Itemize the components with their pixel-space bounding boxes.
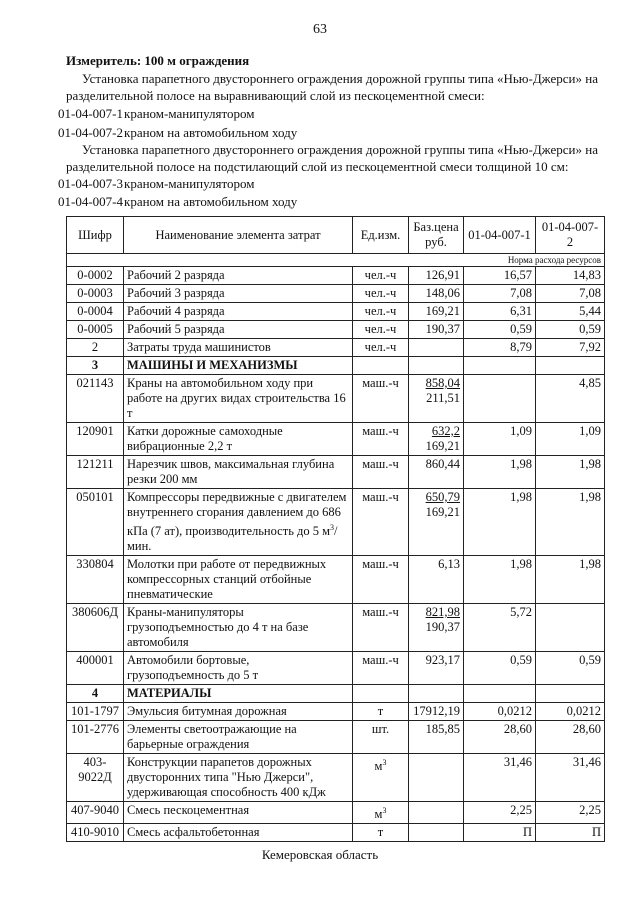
cell-code: 121211 xyxy=(67,456,124,489)
item-text: краном на автомобильном ходу xyxy=(124,194,298,209)
price-value: 148,06 xyxy=(425,286,460,300)
cell-unit xyxy=(353,303,409,321)
cell-norm-col1: 31,46 xyxy=(464,754,536,802)
cell-unit xyxy=(353,339,409,357)
price-value-secondary: 169,21 xyxy=(425,439,460,453)
table-row xyxy=(67,321,605,339)
group-2-item-2 xyxy=(58,194,297,210)
header-unit: Ед.изм. xyxy=(353,217,409,254)
table-header-row xyxy=(67,217,605,254)
table-row xyxy=(67,303,605,321)
cell-norm-col1: 8,79 xyxy=(464,339,536,357)
cell-name xyxy=(124,721,353,754)
table-row xyxy=(67,339,605,357)
item-code: 01-04-007-3 xyxy=(58,176,123,191)
cell-price xyxy=(409,267,464,285)
cell-price xyxy=(409,357,464,375)
unit-text: шт. xyxy=(371,722,390,737)
item-text: краном-манипулятором xyxy=(124,176,255,191)
cell-code: 3 xyxy=(67,357,124,375)
table-row xyxy=(67,423,605,456)
cell-code: 410-9010 xyxy=(67,824,124,842)
cell-name xyxy=(124,754,353,802)
unit-text: чел.-ч xyxy=(364,286,397,300)
unit-text: чел.-ч xyxy=(364,304,397,318)
cell-code: 0-0002 xyxy=(67,267,124,285)
cell-price xyxy=(409,824,464,842)
cell-unit xyxy=(353,703,409,721)
name-superscript: 3 xyxy=(330,523,335,532)
name-text: Конструкции парапетов дорожных двусторонних типа "Нью Джерси", удерживающая способность 400 кДж xyxy=(127,755,326,800)
cell-unit xyxy=(353,321,409,339)
name-text: Катки дорожные самоходные вибрационные 2,2 т xyxy=(127,424,283,453)
cell-name xyxy=(124,357,353,375)
name-text: Компрессоры передвижные с двигателем внутреннего сгорания давлением до 686 кПа (7 ат), производительность до 5 м xyxy=(127,490,347,539)
cell-price xyxy=(409,556,464,604)
measure-title: Измеритель: 100 м ограждения xyxy=(66,53,250,68)
table-row xyxy=(67,357,605,375)
unit-text: м xyxy=(374,759,383,774)
cell-unit xyxy=(353,357,409,375)
price-value: 650,79 xyxy=(425,490,460,504)
cell-code: 050101 xyxy=(67,489,124,556)
name-text: МАШИНЫ И МЕХАНИЗМЫ xyxy=(127,358,298,372)
cell-norm-col1: 0,0212 xyxy=(464,703,536,721)
cell-name xyxy=(124,685,353,703)
price-value: 632,2 xyxy=(431,424,460,438)
table-row xyxy=(67,754,605,802)
cell-norm-col1: 1,98 xyxy=(464,456,536,489)
cell-unit xyxy=(353,604,409,652)
header-col2: 01-04-007-2 xyxy=(536,217,605,254)
name-text: Автомобили бортовые, грузоподъемность до 5 т xyxy=(127,653,259,683)
cell-code: 400001 xyxy=(67,652,124,685)
item-code: 01-04-007-4 xyxy=(58,194,123,209)
name-text: Молотки при работе от передвижных компрессорных станций отбойные пневматические xyxy=(127,557,327,602)
cell-unit xyxy=(353,802,409,824)
name-text: Рабочий 5 разряда xyxy=(127,322,225,336)
price-value-secondary: 190,37 xyxy=(425,620,460,635)
cell-price xyxy=(409,423,464,456)
cell-norm-col2: 1,98 xyxy=(536,489,605,556)
cell-norm-col1: 7,08 xyxy=(464,285,536,303)
table-row xyxy=(67,652,605,685)
cell-price xyxy=(409,321,464,339)
price-value: 923,17 xyxy=(425,653,460,668)
cell-norm-col2 xyxy=(536,357,605,375)
cell-code: 101-1797 xyxy=(67,703,124,721)
name-tail: /мин. xyxy=(127,524,338,554)
unit-text: маш.-ч xyxy=(362,557,399,572)
cell-norm-col1 xyxy=(464,685,536,703)
cell-price xyxy=(409,604,464,652)
price-value: 169,21 xyxy=(425,304,460,318)
unit-superscript: 3 xyxy=(382,806,387,816)
unit-text: маш.-ч xyxy=(362,605,399,620)
table-row xyxy=(67,285,605,303)
table-row xyxy=(67,721,605,754)
cell-code: 4 xyxy=(67,685,124,703)
table-row xyxy=(67,703,605,721)
cell-name xyxy=(124,824,353,842)
cell-norm-col1: П xyxy=(464,824,536,842)
cell-unit xyxy=(353,685,409,703)
group-1-description-line1: Установка парапетного двустороннего ограждения дорожной группы типа «Нью-Джерси» на xyxy=(82,71,598,86)
item-code: 01-04-007-1 xyxy=(58,106,123,121)
unit-text: маш.-ч xyxy=(362,457,399,471)
cell-code: 380606Д xyxy=(67,604,124,652)
price-value: 185,85 xyxy=(425,722,460,737)
resource-table xyxy=(66,216,605,842)
cell-name xyxy=(124,375,353,423)
cell-norm-col2: 0,0212 xyxy=(536,703,605,721)
cell-code: 0-0003 xyxy=(67,285,124,303)
cell-code: 120901 xyxy=(67,423,124,456)
name-text: Смесь пескоцементная xyxy=(127,803,250,818)
cell-unit xyxy=(353,824,409,842)
cell-price xyxy=(409,652,464,685)
cell-name xyxy=(124,285,353,303)
cell-norm-col1: 1,98 xyxy=(464,489,536,556)
cell-unit xyxy=(353,375,409,423)
unit-text: маш.-ч xyxy=(362,653,399,668)
cell-unit xyxy=(353,652,409,685)
table-row xyxy=(67,685,605,703)
footer-region: Кемеровская область xyxy=(261,847,379,862)
cell-norm-col2: П xyxy=(536,824,605,842)
header-col1: 01-04-007-1 xyxy=(464,217,536,254)
header-price: Баз.цена руб. xyxy=(409,217,464,254)
cell-name xyxy=(124,456,353,489)
table-row xyxy=(67,489,605,556)
cell-norm-col2: 28,60 xyxy=(536,721,605,754)
cell-code: 403-9022Д xyxy=(67,754,124,802)
cell-norm-col1: 2,25 xyxy=(464,802,536,824)
name-text: Смесь асфальтобетонная xyxy=(127,825,260,840)
cell-price xyxy=(409,754,464,802)
cell-price xyxy=(409,339,464,357)
cell-norm-col1: 6,31 xyxy=(464,303,536,321)
table-row xyxy=(67,802,605,824)
item-text: краном-манипулятором xyxy=(124,106,255,121)
cell-norm-col2: 7,92 xyxy=(536,339,605,357)
group-2-description-line1: Установка парапетного двустороннего ограждения дорожной группы типа «Нью-Джерси» на xyxy=(82,142,598,157)
cell-norm-col2: 4,85 xyxy=(536,375,605,423)
cell-price xyxy=(409,685,464,703)
name-text: Рабочий 4 разряда xyxy=(127,304,225,318)
cell-unit xyxy=(353,267,409,285)
cell-price xyxy=(409,285,464,303)
cell-name xyxy=(124,339,353,357)
price-value: 821,98 xyxy=(425,605,460,620)
group-1-item-2 xyxy=(58,125,297,141)
cell-name xyxy=(124,604,353,652)
cell-unit xyxy=(353,721,409,754)
item-code: 01-04-007-2 xyxy=(58,125,123,140)
unit-text: т xyxy=(377,704,384,719)
cell-price xyxy=(409,489,464,556)
cell-norm-col1: 5,72 xyxy=(464,604,536,652)
price-value: 858,04 xyxy=(425,376,460,390)
cell-norm-col2 xyxy=(536,604,605,652)
unit-text: чел.-ч xyxy=(364,340,397,354)
name-text: Краны на автомобильном ходу при работе на других видах строительства 16 т xyxy=(127,376,346,420)
table-row xyxy=(67,267,605,285)
cell-norm-col2: 14,83 xyxy=(536,267,605,285)
group-1-item-1 xyxy=(58,106,255,122)
name-text: Краны-манипуляторы грузоподъемностью до 4 т на базе автомобиля xyxy=(127,605,309,650)
cell-norm-col1: 16,57 xyxy=(464,267,536,285)
header-name: Наименование элемента затрат xyxy=(124,217,353,254)
unit-text: м xyxy=(374,807,383,822)
cell-norm-col2: 5,44 xyxy=(536,303,605,321)
unit-text: маш.-ч xyxy=(362,490,399,504)
table-row xyxy=(67,556,605,604)
cell-name xyxy=(124,303,353,321)
cell-unit xyxy=(353,556,409,604)
name-text: Затраты труда машинистов xyxy=(127,340,271,354)
table-body xyxy=(67,267,605,842)
cell-name xyxy=(124,652,353,685)
unit-text: маш.-ч xyxy=(362,376,399,390)
cell-name xyxy=(124,556,353,604)
cell-norm-col2: 1,98 xyxy=(536,456,605,489)
cell-norm-col2: 0,59 xyxy=(536,321,605,339)
cell-price xyxy=(409,721,464,754)
name-text: Элементы светоотражающие на барьерные ограждения xyxy=(127,722,297,752)
cell-norm-col1 xyxy=(464,375,536,423)
header-code: Шифр xyxy=(67,217,124,254)
price-value: 190,37 xyxy=(425,322,460,336)
cell-price xyxy=(409,703,464,721)
norm-label: Норма расхода ресурсов xyxy=(67,254,605,267)
cell-code: 407-9040 xyxy=(67,802,124,824)
cell-norm-col2: 7,08 xyxy=(536,285,605,303)
unit-text: маш.-ч xyxy=(362,424,399,438)
price-value: 126,91 xyxy=(425,268,460,282)
cell-unit xyxy=(353,456,409,489)
cell-norm-col2: 1,09 xyxy=(536,423,605,456)
cell-code: 330804 xyxy=(67,556,124,604)
price-value: 6,13 xyxy=(438,557,460,572)
cell-norm-col1: 28,60 xyxy=(464,721,536,754)
name-text: Нарезчик швов, максимальная глубина резки 200 мм xyxy=(127,457,335,486)
cell-price xyxy=(409,375,464,423)
cell-norm-col1 xyxy=(464,357,536,375)
price-value: 17912,19 xyxy=(413,704,460,719)
page-number: 63 xyxy=(313,22,327,37)
unit-text: чел.-ч xyxy=(364,322,397,336)
price-value-secondary: 169,21 xyxy=(425,505,460,519)
table-row xyxy=(67,824,605,842)
cell-price xyxy=(409,456,464,489)
cell-unit xyxy=(353,285,409,303)
unit-superscript: 3 xyxy=(382,758,387,768)
cell-name xyxy=(124,703,353,721)
price-value: 860,44 xyxy=(425,457,460,471)
cell-norm-col2: 31,46 xyxy=(536,754,605,802)
cell-norm-col1: 1,98 xyxy=(464,556,536,604)
cell-code: 0-0004 xyxy=(67,303,124,321)
cell-norm-col1: 0,59 xyxy=(464,652,536,685)
group-2-item-1 xyxy=(58,176,255,192)
unit-text: чел.-ч xyxy=(364,268,397,282)
name-text: Эмульсия битумная дорожная xyxy=(127,704,287,719)
group-2-description-line2: разделительной полосе на подстилающий слой из пескоцементной смеси толщиной 10 см: xyxy=(66,159,569,174)
cell-unit xyxy=(353,754,409,802)
cell-code: 2 xyxy=(67,339,124,357)
cell-norm-col1: 0,59 xyxy=(464,321,536,339)
cell-name xyxy=(124,802,353,824)
price-value-secondary: 211,51 xyxy=(426,391,460,405)
cell-price xyxy=(409,802,464,824)
name-text: Рабочий 2 разряда xyxy=(127,268,225,282)
cell-name xyxy=(124,321,353,339)
cell-norm-col1: 1,09 xyxy=(464,423,536,456)
cell-name xyxy=(124,489,353,556)
cell-name xyxy=(124,267,353,285)
unit-text: т xyxy=(377,825,384,840)
name-text: МАТЕРИАЛЫ xyxy=(127,686,212,701)
norm-row xyxy=(67,254,605,267)
group-1-description-line2: разделительной полосе на выравнивающий слой из пескоцементной смеси: xyxy=(66,88,485,103)
table-row xyxy=(67,604,605,652)
cell-unit xyxy=(353,489,409,556)
cell-name xyxy=(124,423,353,456)
name-text: Рабочий 3 разряда xyxy=(127,286,225,300)
cell-unit xyxy=(353,423,409,456)
table-row xyxy=(67,456,605,489)
cell-price xyxy=(409,303,464,321)
cell-code: 0-0005 xyxy=(67,321,124,339)
cell-code: 101-2776 xyxy=(67,721,124,754)
table-row xyxy=(67,375,605,423)
cell-norm-col2 xyxy=(536,685,605,703)
cell-norm-col2: 2,25 xyxy=(536,802,605,824)
cell-norm-col2: 0,59 xyxy=(536,652,605,685)
cell-code: 021143 xyxy=(67,375,124,423)
cell-norm-col2: 1,98 xyxy=(536,556,605,604)
item-text: краном на автомобильном ходу xyxy=(124,125,298,140)
